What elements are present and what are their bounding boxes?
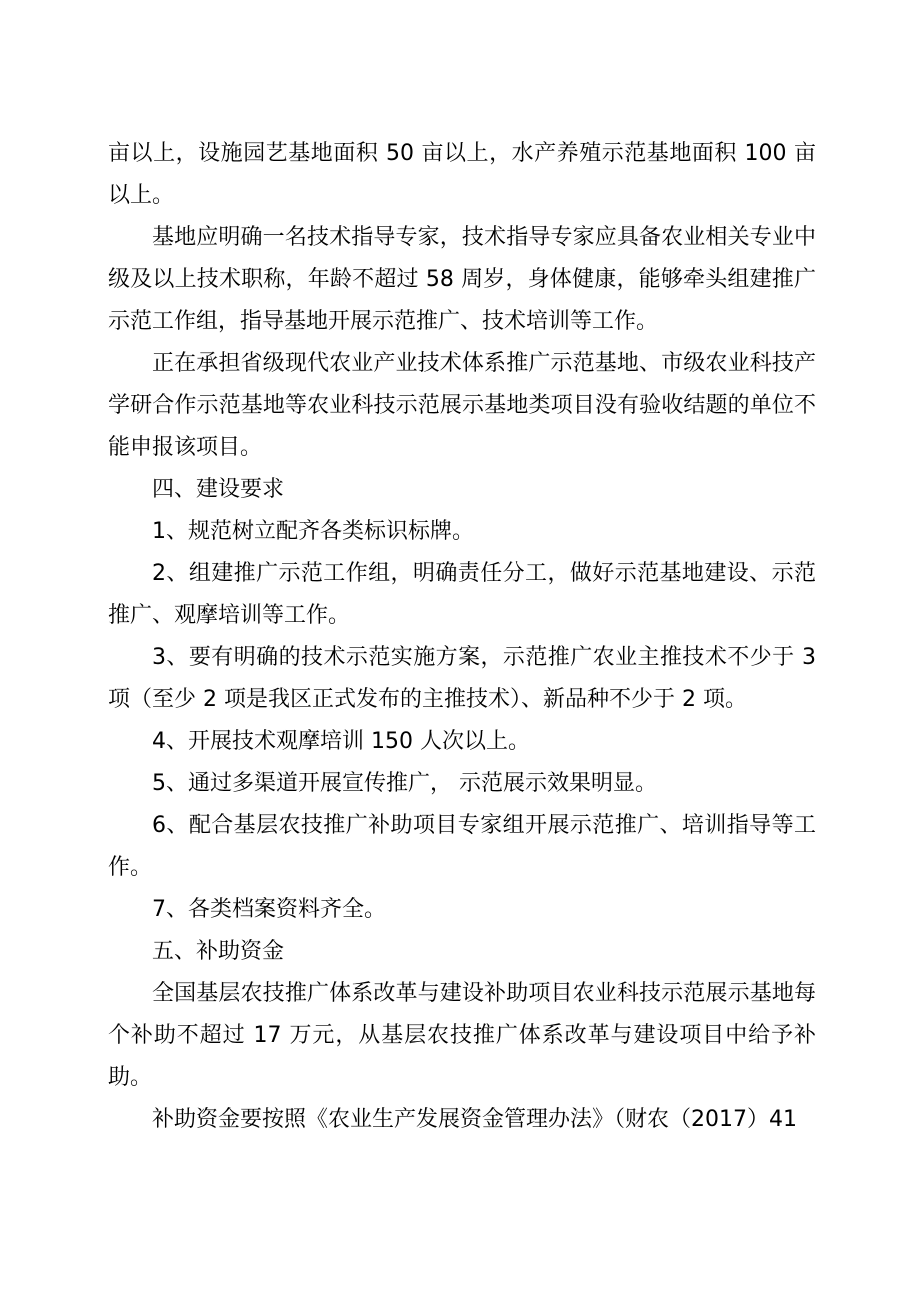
paragraph-base-area-requirement: 亩以上，设施园艺基地面积 50 亩以上，水产养殖示范基地面积 100 亩以上。 xyxy=(108,141,816,208)
section-heading-subsidy-funds: 五、补助资金 xyxy=(152,939,285,964)
list-item-2: 2、组建推广示范工作组，明确责任分工，做好示范基地建设、示范推广、观摩培训等工作。 xyxy=(108,561,816,628)
list-item-3: 3、要有明确的技术示范实施方案，示范推广农业主推技术不少于 3 项（至少 2 项是我区正式发布的主推技术）、新品种不少于 2 项。 xyxy=(108,645,816,712)
paragraph-subsidy-regulations: 补助资金要按照《农业生产发展资金管理办法》（财农（2017）41 xyxy=(152,1107,797,1132)
document-body xyxy=(108,133,816,1141)
list-item-4: 4、开展技术观摩培训 150 人次以上。 xyxy=(152,729,530,754)
list-item-1: 1、规范树立配齐各类标识标牌。 xyxy=(152,519,474,544)
paragraph-subsidy-amount: 全国基层农技推广体系改革与建设补助项目农业科技示范展示基地每个补助不超过 17 万元，从基层农技推广体系改革与建设项目中给予补助。 xyxy=(108,981,816,1090)
paragraph-ineligible-units: 正在承担省级现代农业产业技术体系推广示范基地、市级农业科技产学研合作示范基地等农业科技示范展示基地类项目没有验收结题的单位不能申报该项目。 xyxy=(108,351,816,460)
list-item-5: 5、通过多渠道开展宣传推广， 示范展示效果明显。 xyxy=(152,771,657,796)
paragraph-technical-expert: 基地应明确一名技术指导专家，技术指导专家应具备农业相关专业中级及以上技术职称，年龄不超过 58 周岁，身体健康，能够牵头组建推广示范工作组，指导基地开展示范推广、技术培训等工作。 xyxy=(108,225,816,334)
list-item-6: 6、配合基层农技推广补助项目专家组开展示范推广、培训指导等工作。 xyxy=(108,813,816,880)
section-heading-construction-requirements: 四、建设要求 xyxy=(152,477,285,502)
list-item-7: 7、各类档案资料齐全。 xyxy=(152,897,386,922)
